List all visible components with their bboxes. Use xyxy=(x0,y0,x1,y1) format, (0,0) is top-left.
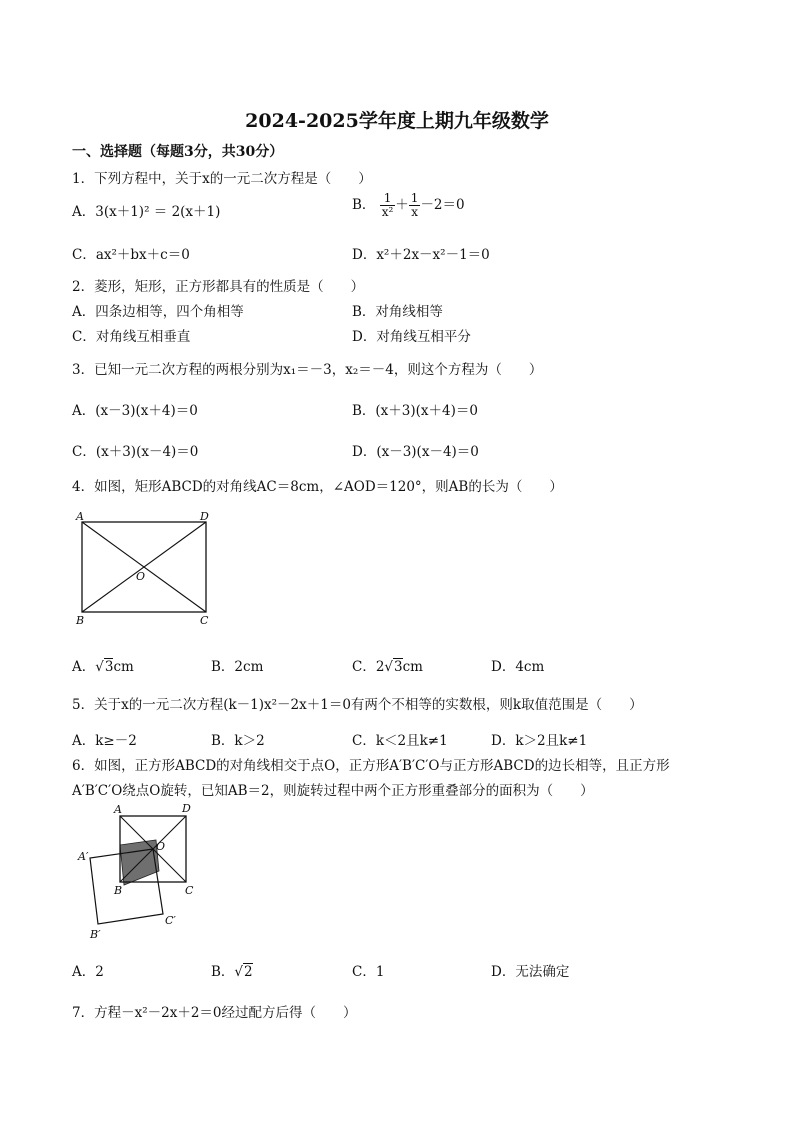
q3-option-a[interactable]: A．(x－3)(x＋4)＝0 xyxy=(72,403,198,419)
section-heading: 一、选择题（每题3分，共30分） xyxy=(72,144,284,160)
q3-option-b[interactable]: B．(x＋3)(x＋4)＝0 xyxy=(352,403,478,419)
q1-option-a[interactable]: A．3(x＋1)² ＝ 2(x＋1) xyxy=(72,204,221,220)
q5-option-c[interactable]: C．k＜2且k≠1 xyxy=(352,733,448,749)
label-a: A xyxy=(114,803,122,816)
q4-option-a-prefix: A． xyxy=(72,659,96,675)
q2-option-a[interactable]: A．四条边相等，四个角相等 xyxy=(72,304,244,320)
label-b: B xyxy=(114,884,123,897)
rectangle-figure xyxy=(72,508,222,630)
q5-option-d[interactable]: D．k＞2且k≠1 xyxy=(491,733,588,749)
q6-option-c[interactable]: C．1 xyxy=(352,964,385,980)
fraction xyxy=(409,192,421,219)
question-6-stem-line-1: 6．如图，正方形ABCD的对角线相交于点O，正方形A′B′C′O与正方形ABCD的边长相等，且正方形 xyxy=(72,758,670,774)
q4-option-d[interactable]: D．4cm xyxy=(491,659,545,675)
question-7-stem: 7．方程－x²－2x＋2＝0经过配方后得（ ） xyxy=(72,1005,357,1021)
question-2-stem: 2．菱形，矩形，正方形都具有的性质是（ ） xyxy=(72,279,365,295)
denominator: x² xyxy=(381,205,394,219)
q5-option-a[interactable]: A．k≥－2 xyxy=(72,733,137,749)
q4-option-a[interactable]: A．√3cm xyxy=(72,659,134,675)
rotated-squares-figure xyxy=(72,800,202,945)
radicand: 3 xyxy=(394,659,403,675)
denominator: x xyxy=(411,205,418,219)
label-c: C xyxy=(200,614,209,627)
question-5-stem: 5．关于x的一元二次方程(k－1)x²－2x＋1＝0有两个不相等的实数根，则k取值范围是（ ） xyxy=(72,697,643,713)
q6-option-d[interactable]: D．无法确定 xyxy=(491,964,570,980)
q3-option-c[interactable]: C．(x＋3)(x－4)＝0 xyxy=(72,444,199,460)
radicand: 2 xyxy=(244,964,253,980)
page-title: 2024-2025学年度上期九年级数学 xyxy=(245,110,549,132)
label-b: B xyxy=(76,614,85,627)
q2-option-c[interactable]: C．对角线互相垂直 xyxy=(72,329,191,345)
radicand: 3 xyxy=(104,659,114,675)
fraction xyxy=(380,192,396,219)
q4-option-b[interactable]: B．2cm xyxy=(211,659,264,675)
label-o: O xyxy=(136,570,146,583)
q4-option-c[interactable]: C．2√3cm xyxy=(352,659,423,675)
numerator: 1 xyxy=(410,191,419,205)
q6-option-b-prefix: B． xyxy=(211,964,235,980)
q1-option-c[interactable]: C．ax²＋bx＋c＝0 xyxy=(72,247,190,263)
question-4-stem: 4．如图，矩形ABCD的对角线AC＝8cm，∠AOD＝120°，则AB的长为（ ） xyxy=(72,479,563,495)
q2-option-d[interactable]: D．对角线互相平分 xyxy=(352,329,471,345)
label-o: O xyxy=(156,840,166,853)
label-d: D xyxy=(200,510,209,523)
label-a: A xyxy=(76,510,84,523)
question-6-stem-line-2: A′B′C′O绕点O旋转，已知AB＝2，则旋转过程中两个正方形重叠部分的面积为（ ） xyxy=(72,783,594,799)
label-a-prime: A′ xyxy=(78,850,89,863)
label-c: C xyxy=(185,884,194,897)
numerator: 1 xyxy=(380,192,396,206)
q1-option-b[interactable]: B． $\frac{1}{\text{x²}}$ ＋ $\frac{1}{x}$ －2＝0 xyxy=(352,191,465,219)
q4-option-c-prefix: C．2 xyxy=(352,659,385,675)
question-3-stem: 3．已知一元二次方程的两根分别为x₁＝－3，x₂＝－4，则这个方程为（ ） xyxy=(72,362,543,378)
label-c-prime: C′ xyxy=(165,914,176,927)
question-1-stem: 1．下列方程中，关于x的一元二次方程是（ ） xyxy=(72,171,372,187)
unit: cm xyxy=(113,659,134,675)
q6-option-b[interactable]: B．√2 xyxy=(211,964,253,980)
q1-option-d[interactable]: D．x²＋2x－x²－1＝0 xyxy=(352,247,490,263)
label-b-prime: B′ xyxy=(90,928,101,941)
unit: cm xyxy=(402,659,423,675)
q1-option-b-prefix: B． xyxy=(352,197,376,213)
label-d: D xyxy=(182,802,191,815)
q1-option-b-rest: －2＝0 xyxy=(420,197,465,213)
q3-option-d[interactable]: D．(x－3)(x－4)＝0 xyxy=(352,444,479,460)
q5-option-b[interactable]: B．k＞2 xyxy=(211,733,265,749)
q2-option-b[interactable]: B．对角线相等 xyxy=(352,304,443,320)
q6-option-a[interactable]: A．2 xyxy=(72,964,104,980)
